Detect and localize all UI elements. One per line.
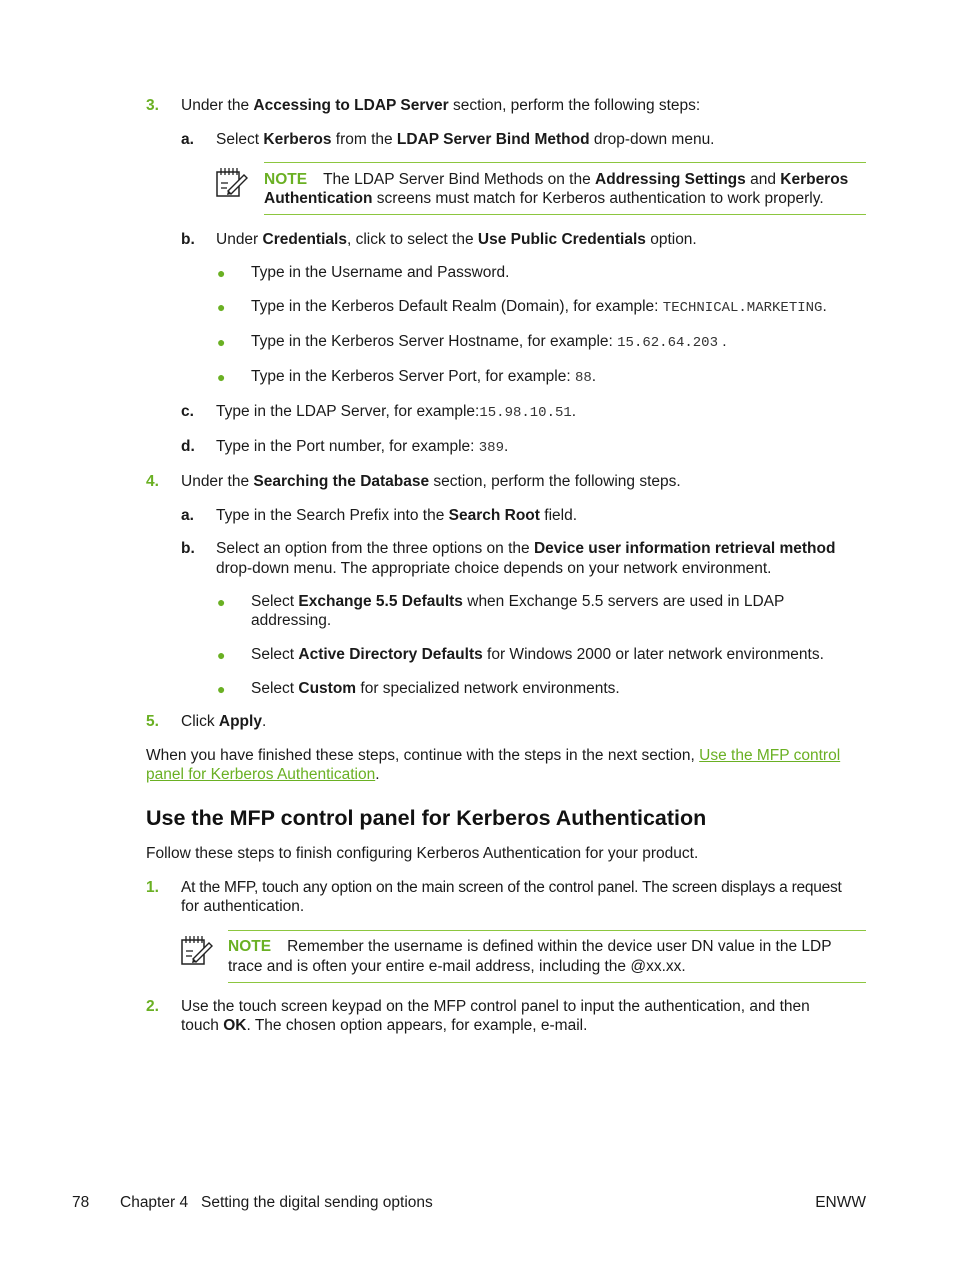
code-example: 389 bbox=[478, 440, 504, 456]
text: Select bbox=[251, 646, 299, 663]
text: Select bbox=[251, 680, 299, 697]
bold-term: Credentials bbox=[262, 231, 347, 248]
substep-text-line-2: drop-down menu. The appropriate choice depends on your network environment. bbox=[216, 560, 772, 577]
code-example: 15.62.64.203 bbox=[617, 335, 718, 351]
note-pad-pencil-icon bbox=[179, 933, 213, 967]
text: Type in the Kerberos Server Port, for example: bbox=[251, 368, 575, 385]
bold-term: Search Root bbox=[448, 507, 540, 524]
bold-term: Apply bbox=[218, 713, 262, 730]
note-line-1 bbox=[264, 170, 848, 190]
note-label: NOTE bbox=[264, 171, 308, 188]
text: drop-down menu. bbox=[589, 131, 715, 148]
step-text-line-2 bbox=[181, 1016, 587, 1036]
substep-text bbox=[216, 539, 835, 559]
step-text bbox=[181, 96, 700, 116]
step-number: 1. bbox=[146, 879, 159, 896]
chapter-title: Chapter 4 Setting the digital sending options bbox=[120, 1194, 433, 1211]
text: . The chosen option appears, for example, e-mail. bbox=[246, 1017, 588, 1034]
text: , click to select the bbox=[346, 231, 478, 248]
text: Under the bbox=[181, 97, 254, 114]
note-top-rule bbox=[264, 162, 866, 163]
text: Under the bbox=[181, 473, 254, 490]
text: screens must match for Kerberos authentication to work properly. bbox=[372, 190, 824, 207]
text: Type in the LDAP Server, for example: bbox=[216, 403, 480, 420]
text: and bbox=[745, 171, 781, 188]
code-example: 15.98.10.51 bbox=[479, 405, 572, 421]
text: for Windows 2000 or later network environments. bbox=[482, 646, 824, 663]
substep-text bbox=[216, 437, 508, 459]
bullet-icon: ● bbox=[217, 334, 226, 350]
page-number: 78 bbox=[72, 1194, 90, 1211]
bold-term: Active Directory Defaults bbox=[298, 646, 483, 663]
text: from the bbox=[331, 131, 397, 148]
list-item bbox=[251, 679, 620, 699]
bold-term: Exchange 5.5 Defaults bbox=[298, 593, 463, 610]
continue-paragraph-line-2 bbox=[146, 765, 380, 785]
text: The LDAP Server Bind Methods on the bbox=[323, 171, 596, 188]
step-text: At the MFP, touch any option on the main screen of the control panel. The screen displays a request bbox=[181, 879, 842, 896]
list-item bbox=[251, 297, 827, 319]
text: field. bbox=[539, 507, 578, 524]
substep-text bbox=[216, 402, 576, 424]
text: . bbox=[261, 713, 267, 730]
text: . bbox=[375, 766, 380, 783]
text: . bbox=[717, 333, 727, 350]
code-example: TECHNICAL.MARKETING bbox=[662, 300, 823, 316]
substep-text bbox=[216, 130, 715, 150]
code-example: 88 bbox=[574, 370, 592, 386]
bullet-icon: ● bbox=[217, 299, 226, 315]
text: . bbox=[504, 438, 509, 455]
substep-letter: a. bbox=[181, 507, 194, 524]
bold-term: Searching the Database bbox=[253, 473, 430, 490]
continue-paragraph bbox=[146, 746, 840, 766]
substep-letter: d. bbox=[181, 438, 195, 455]
text: . bbox=[571, 403, 577, 420]
text: Remember the username is defined within the device user DN value in the LDP bbox=[287, 938, 832, 955]
text: when Exchange 5.5 servers are used in LDAP bbox=[462, 593, 785, 610]
text: section, perform the following steps: bbox=[448, 97, 701, 114]
text: Type in the Kerberos Server Hostname, for example: bbox=[251, 333, 618, 350]
list-item bbox=[251, 332, 727, 354]
step-number: 4. bbox=[146, 473, 159, 490]
text: Under bbox=[216, 231, 263, 248]
section-link[interactable]: panel for Kerberos Authentication bbox=[146, 766, 376, 783]
step-text: Use the touch screen keypad on the MFP control panel to input the authentication, and then bbox=[181, 998, 810, 1015]
text: section, perform the following steps. bbox=[429, 473, 681, 490]
bold-term: LDAP Server Bind Method bbox=[396, 131, 590, 148]
text: for specialized network environments. bbox=[356, 680, 620, 697]
list-item bbox=[251, 645, 824, 665]
substep-letter: a. bbox=[181, 131, 194, 148]
text: When you have finished these steps, continue with the steps in the next section, bbox=[146, 747, 700, 764]
note-bottom-rule bbox=[228, 982, 866, 983]
bullet-icon: ● bbox=[217, 594, 226, 610]
text: . bbox=[591, 368, 597, 385]
list-item bbox=[251, 367, 596, 389]
note-top-rule bbox=[228, 930, 866, 931]
substep-letter: b. bbox=[181, 540, 195, 557]
step-text-line-2: for authentication. bbox=[181, 898, 305, 915]
bold-term: OK bbox=[223, 1017, 247, 1034]
text: option. bbox=[645, 231, 697, 248]
text: Type in the Kerberos Default Realm (Domain), for example: bbox=[251, 298, 663, 315]
substep-letter: b. bbox=[181, 231, 195, 248]
step-number: 5. bbox=[146, 713, 159, 730]
note-label: NOTE bbox=[228, 938, 272, 955]
bold-term: Kerberos bbox=[263, 131, 332, 148]
substep-letter: c. bbox=[181, 403, 194, 420]
text: Type in the Username and Password. bbox=[251, 264, 510, 281]
bold-term: Device user information retrieval method bbox=[533, 540, 836, 557]
text: . bbox=[822, 298, 827, 315]
bullet-icon: ● bbox=[217, 647, 226, 663]
bold-term: Addressing Settings bbox=[595, 171, 746, 188]
section-heading: Use the MFP control panel for Kerberos Authentication bbox=[146, 806, 707, 830]
text: Type in the Search Prefix into the bbox=[216, 507, 449, 524]
note-line-2 bbox=[264, 189, 824, 209]
step-number: 2. bbox=[146, 998, 159, 1015]
footer-code: ENWW bbox=[815, 1194, 866, 1211]
bold-term: Use Public Credentials bbox=[477, 231, 646, 248]
text: touch bbox=[181, 1017, 224, 1034]
step-text bbox=[181, 712, 266, 732]
list-item bbox=[251, 592, 784, 612]
text: Select bbox=[251, 593, 299, 610]
note-line-2: trace and is often your entire e-mail address, including the @xx.xx. bbox=[228, 958, 686, 975]
bold-term: Custom bbox=[298, 680, 357, 697]
section-intro: Follow these steps to finish configuring Kerberos Authentication for your product. bbox=[146, 845, 699, 862]
step-text bbox=[181, 472, 681, 492]
note-bottom-rule bbox=[264, 214, 866, 215]
text: Click bbox=[181, 713, 219, 730]
substep-text bbox=[216, 230, 697, 250]
text: Select an option from the three options on the bbox=[216, 540, 534, 557]
text: Type in the Port number, for example: bbox=[216, 438, 479, 455]
bullet-icon: ● bbox=[217, 681, 226, 697]
bold-term: Accessing to LDAP Server bbox=[253, 97, 449, 114]
substep-text bbox=[216, 506, 577, 526]
text: Select bbox=[216, 131, 264, 148]
list-item bbox=[251, 263, 509, 283]
section-link[interactable]: Use the MFP control bbox=[699, 747, 841, 764]
bold-term: Authentication bbox=[264, 190, 373, 207]
step-number: 3. bbox=[146, 97, 159, 114]
bold-term: Kerberos bbox=[780, 171, 849, 188]
note-pad-pencil-icon bbox=[214, 165, 248, 199]
list-item-line-2: addressing. bbox=[251, 612, 332, 629]
bullet-icon: ● bbox=[217, 265, 226, 281]
bullet-icon: ● bbox=[217, 369, 226, 385]
note-line-1 bbox=[228, 937, 832, 957]
